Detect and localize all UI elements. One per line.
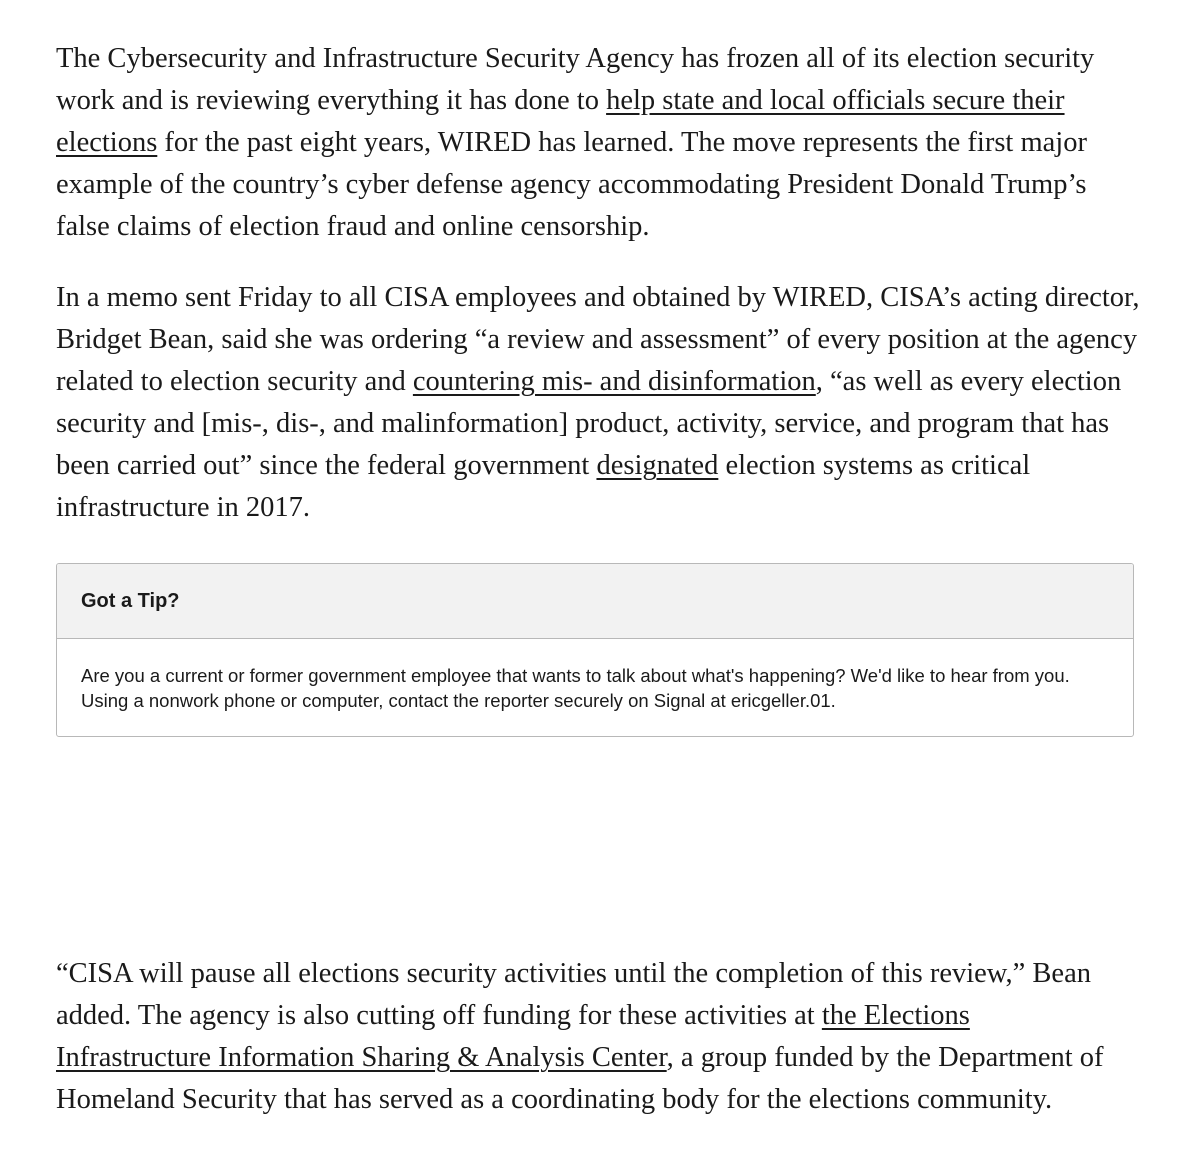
link-help-state-officials[interactable]: help state and local officials secure their elections [56, 85, 1065, 158]
paragraph-text: In a memo sent Friday to all CISA employees and obtained by WIRED, CISA’s acting director, Bridget Bean, said she was ordering “a review and assessment” of every position at the agency related to election security and [56, 282, 1140, 397]
paragraph-text: election systems as critical infrastructure in 2017. [56, 450, 1031, 523]
link-designated[interactable]: designated [596, 450, 719, 481]
tip-box [56, 563, 1134, 737]
paragraph-text: “CISA will pause all elections security activities until the completion of this review,” Bean added. The agency is also cutting off funding for these activities at [56, 958, 1091, 1031]
paragraph-text: , a group funded by the Department of Homeland Security that has served as a coordinating body for the elections community. [56, 1042, 1104, 1115]
tip-box-header [57, 564, 1133, 639]
paragraph-text: , “as well as every election security and [mis-, dis-, and malinformation] product, activity, service, and program that has been carried out” since the federal government [56, 366, 1122, 481]
paragraph-text: The Cybersecurity and Infrastructure Security Agency has frozen all of its election security work and is reviewing everything it has done to [56, 43, 1095, 116]
tip-box-body: Are you a current or former government employee that wants to talk about what's happening? We'd like to hear from you. Using a nonwork phone or computer, contact the reporter securely on Signal at ericgeller.01. [81, 665, 1070, 711]
paragraph-text: for the past eight years, WIRED has learned. The move represents the first major example of the country’s cyber defense agency accommodating President Donald Trump’s false claims of election fraud and online censorship. [56, 127, 1087, 242]
link-elections-isac[interactable]: the Elections Infrastructure Information Sharing & Analysis Center [56, 1000, 970, 1073]
tip-box-title: Got a Tip? [81, 589, 180, 612]
article-paragraph-2 [56, 277, 1141, 529]
link-countering-disinformation[interactable]: countering mis- and disinformation [412, 366, 816, 397]
article-paragraph-3 [56, 953, 1116, 1121]
article-paragraph-1 [56, 38, 1141, 248]
